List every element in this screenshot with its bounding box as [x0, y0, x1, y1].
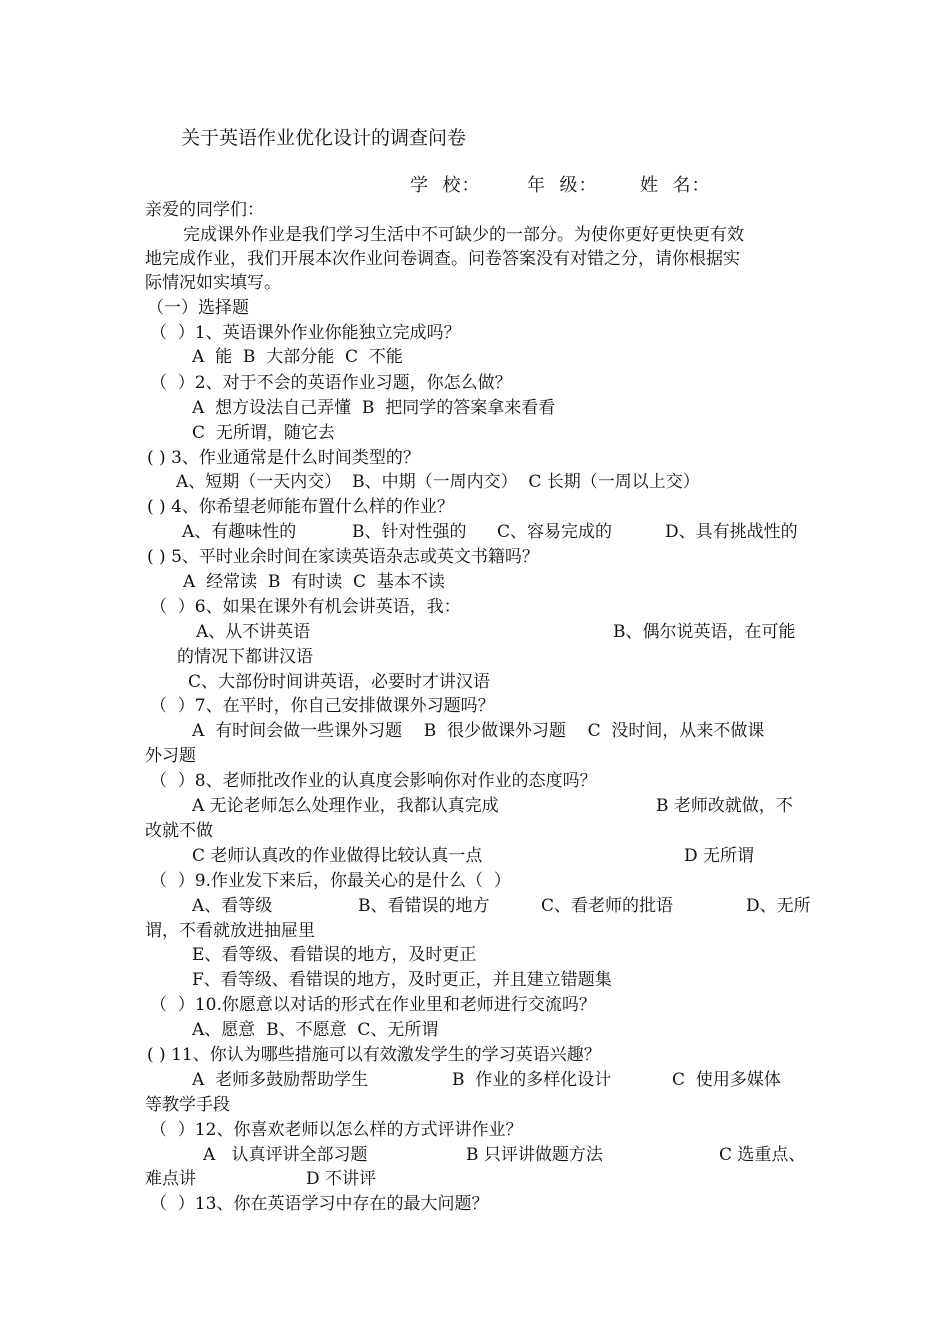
question-1: （ ）1、英语课外作业你能独立完成吗？	[150, 323, 461, 343]
question-2-options: A 想方设法自己弄懂 B 把同学的答案拿来看看	[192, 398, 556, 418]
question-4-option-a: A、有趣味性的	[182, 522, 297, 542]
name-field-label: 姓 名：	[640, 175, 711, 196]
question-12: （ ）12、你喜欢老师以怎么样的方式评讲作业？	[150, 1120, 523, 1140]
question-9-option-b: B、看错误的地方	[358, 896, 490, 916]
intro-line: 际情况如实填写。	[145, 273, 281, 293]
page-title: 关于英语作业优化设计的调查问卷	[181, 127, 467, 149]
question-9-option-d: D、无所	[746, 896, 811, 916]
question-8-option-a: A 无论老师怎么处理作业，我都认真完成	[192, 796, 499, 816]
school-field-label: 学 校：	[410, 175, 481, 196]
question-5: ( ) 5、平时业余时间在家读英语杂志或英文书籍吗？	[147, 547, 539, 567]
question-7: （ ）7、在平时，你自己安排做课外习题吗？	[150, 696, 495, 716]
question-10-options: A、愿意 B、不愿意 C、无所谓	[192, 1020, 439, 1040]
question-8: （ ）8、老师批改作业的认真度会影响你对作业的态度吗？	[150, 771, 597, 791]
greeting: 亲爱的同学们：	[145, 200, 264, 220]
question-8-option-b-cont: 改就不做	[145, 821, 213, 841]
question-9-option-c: C、看老师的批语	[541, 896, 674, 916]
question-8-option-c: C 老师认真改的作业做得比较认真一点	[192, 846, 483, 866]
question-12-option-c-cont: 难点讲	[145, 1169, 196, 1189]
question-12-option-a: A 认真评讲全部习题	[203, 1145, 368, 1165]
question-11: ( ) 11、你认为哪些措施可以有效激发学生的学习英语兴趣？	[147, 1045, 601, 1065]
question-12-option-d: D 不讲评	[306, 1169, 377, 1189]
question-4: ( ) 4、你希望老师能布置什么样的作业？	[147, 497, 454, 517]
intro-line: 完成课外作业是我们学习生活中不可缺少的一部分。为使你更好更快更有效	[183, 225, 744, 245]
question-10: （ ）10.你愿意以对话的形式在作业里和老师进行交流吗？	[150, 995, 596, 1015]
question-9-option-a: A、看等级	[192, 896, 273, 916]
intro-line: 地完成作业，我们开展本次作业问卷调查。问卷答案没有对错之分，请你根据实	[145, 249, 740, 269]
question-9-option-d-cont: 谓，不看就放进抽屉里	[145, 921, 315, 941]
question-11-option-c-cont: 等教学手段	[145, 1095, 230, 1115]
question-12-option-b: B 只评讲做题方法	[466, 1145, 603, 1165]
question-12-option-c: C 选重点、	[719, 1145, 806, 1165]
question-4-option-c: C、容易完成的	[497, 522, 613, 542]
question-6-option-b-cont: 的情况下都讲汉语	[177, 647, 313, 667]
grade-field-label: 年 级：	[527, 175, 598, 196]
question-11-option-b: B 作业的多样化设计	[452, 1070, 612, 1090]
section-heading: （一）选择题	[147, 298, 249, 318]
question-11-option-c: C 使用多媒体	[672, 1070, 781, 1090]
question-5-options: A 经常读 B 有时读 C 基本不读	[183, 572, 445, 592]
question-11-option-a: A 老师多鼓励帮助学生	[192, 1070, 369, 1090]
question-6: （ ）6、如果在课外有机会讲英语，我：	[150, 597, 461, 617]
question-4-option-b: B、针对性强的	[352, 522, 467, 542]
question-13: （ ）13、你在英语学习中存在的最大问题？	[150, 1194, 489, 1214]
question-2: （ ）2、对于不会的英语作业习题，你怎么做？	[150, 373, 512, 393]
question-7-options-cont: 外习题	[145, 746, 196, 766]
question-7-options: A 有时间会做一些课外习题 B 很少做课外习题 C 没时间，从来不做课	[192, 721, 765, 741]
question-8-option-b: B 老师改就做，不	[656, 796, 793, 816]
question-4-option-d: D、具有挑战性的	[665, 522, 798, 542]
question-6-option-a: A、从不讲英语	[196, 622, 311, 642]
question-9-option-e: E、看等级、看错误的地方，及时更正	[192, 945, 477, 965]
question-8-option-d: D 无所谓	[684, 846, 755, 866]
question-6-option-b: B、偶尔说英语，在可能	[613, 622, 796, 642]
question-6-option-c: C、大部份时间讲英语，必要时才讲汉语	[188, 672, 491, 692]
question-9: （ ）9.作业发下来后，你最关心的是什么（ ）	[150, 871, 511, 891]
question-3: ( ) 3、作业通常是什么时间类型的？	[147, 448, 420, 468]
question-9-option-f: F、看等级、看错误的地方，及时更正，并且建立错题集	[192, 970, 612, 990]
question-2-options: C 无所谓，随它去	[192, 423, 335, 443]
question-3-options: A、短期（一天内交） B、中期（一周内交） C 长期（一周以上交）	[176, 472, 700, 492]
question-1-options: A 能 B 大部分能 C 不能	[192, 347, 403, 367]
